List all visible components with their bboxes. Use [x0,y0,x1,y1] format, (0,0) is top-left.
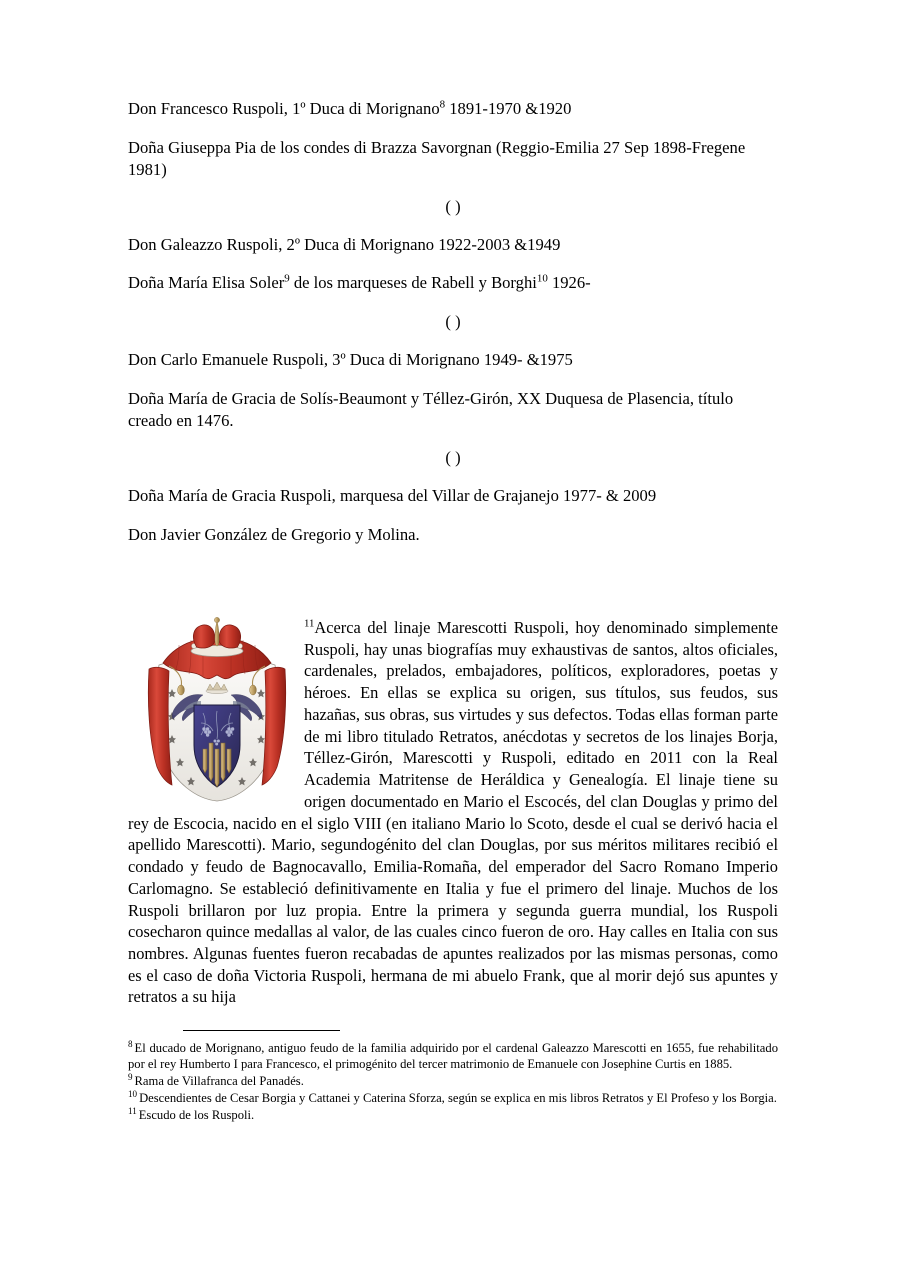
footnote-8 [128,1040,778,1072]
footnote-text: Escudo de los Ruspoli. [138,1108,255,1123]
lineage-entry-carlo-emanuele-ruspoli [128,349,778,371]
essay-body-text: Acerca del linaje Marescotti Ruspoli, hoy denominado simplemente Ruspoli, hay unas biografías muy exhaustivas de santos, altos oficiales, cardenales, prelados, embajadores, políticos, exploradores, poetas y héroes. En ellas se explica su origen, sus títulos, sus feudos, sus hazañas, sus obras, sus virtudes y sus defectos. Todas ellas forman parte de mi libro titulado Retratos, anécdotas y secretos de los linajes Borja, Téllez-Girón, Marescotti y Ruspoli, editado en 2011 con la Real Academia Matritense de Heráldica y Genealogía. El linaje tiene su origen documentado en Mario el Escocés, del clan Douglas y primo del rey de Escocia, nacido en el siglo VIII (en italiano Mario lo Scoto, desde el cual se derivó hacia el apellido Marescotti). Mario, segundogénito del clan Douglas, por sus méritos militares recibió el condado y feudo de Bagnocavallo, Emilia-Romaña, del emperador del Sacro Romano Imperio Carlomagno. Se estableció definitivamente en Italia y fue el primero del linaje. Muchos de los Ruspoli brillaron por luz propia. Entre la primera y segunda guerra mundial, los Ruspoli cosecharon quince medallas al valor, de las cuales cinco fueron de oro. Hay calles en Italia con sus nombres. Algunas fuentes fueron recabadas de apuntes realizados por las mismas personas, como es el caso de doña Victoria Ruspoli, hermana de mi abuelo Frank, que al morir dejó sus apuntes y retratos a su hija [128,618,778,1007]
footnote-text: El ducado de Morignano, antiguo feudo de la familia adquirido por el cardenal Galeazzo Marescotti en 1655, fue rehabilitado por el rey Humberto I para Francesco, el primogénito del tercer matrimonio de Emanuele con Josephine Curtis en 1885. [128,1041,778,1072]
lineage-text: Don Carlo Emanuele Ruspoli, 3º Duca di Morignano 1949- &1975 [128,350,573,370]
lineage-text: Doña María de Gracia Ruspoli, marquesa del Villar de Grajanejo 1977- & 2009 [128,485,657,505]
lineage-entry-giuseppa-pia-brazza [128,137,778,181]
lineage-text: Don Francesco Ruspoli, 1º Duca di Morignano [128,99,440,118]
essay-block [128,617,778,1008]
union-marker-3: ( ) [445,447,461,467]
footnote-number-10: 10 [128,1089,138,1100]
lineage-entry-maria-gracia-ruspoli [128,485,778,507]
lineage-text-mid: de los marqueses de Rabell y Borghi [289,273,537,293]
lineage-text: Don Galeazzo Ruspoli, 2º Duca di Morignano 1922-2003 &1949 [128,234,561,254]
lineage-text-tail: 1926- [547,273,591,293]
footnote-number-9: 9 [128,1072,133,1083]
footnotes-section [128,1030,778,1125]
footnote-10 [128,1090,778,1106]
footnote-number-8: 8 [128,1038,133,1049]
lineage-entry-javier-gonzalez [128,524,778,546]
footnote-ref-9[interactable]: 9 [284,272,290,285]
lineage-entry-maria-elisa-soler [128,272,778,294]
lineage-text: Doña Giuseppa Pia de los condes di Brazza Savorgnan (Reggio-Emilia 27 Sep 1898-Fregene 1981) [128,137,746,179]
lineage-entry-maria-gracia-solis [128,388,778,432]
footnote-9 [128,1073,778,1089]
coat-of-arms-icon [145,617,290,807]
footnote-text: Descendientes de Cesar Borgia y Cattanei y Caterina Sforza, según se explica en mis libros Retratos y El Profeso y los Borgia. [139,1091,777,1106]
lineage-entry-galeazzo-ruspoli [128,234,778,256]
lineage-list [128,98,778,563]
union-marker-2: ( ) [445,312,461,332]
footnote-ref-11[interactable]: 11 [304,617,315,630]
union-marker-1: ( ) [445,196,461,216]
footnote-11 [128,1107,778,1123]
footnote-number-11: 11 [128,1106,137,1117]
lineage-text: Doña María Elisa Soler [128,273,285,293]
footnote-ref-10[interactable]: 10 [536,272,548,285]
lineage-text-tail: 1891-1970 &1920 [445,99,572,118]
lineage-text: Don Javier González de Gregorio y Molina. [128,524,420,544]
footnote-separator-rule [183,1030,340,1031]
footnote-text: Rama de Villafranca del Panadés. [134,1074,304,1089]
lineage-entry-francesco-ruspoli [128,98,778,120]
footnote-ref-8[interactable]: 8 [439,98,446,111]
lineage-text: Doña María de Gracia de Solís-Beaumont y Téllez-Girón, XX Duquesa de Plasencia, título creado en 1476. [128,389,734,431]
